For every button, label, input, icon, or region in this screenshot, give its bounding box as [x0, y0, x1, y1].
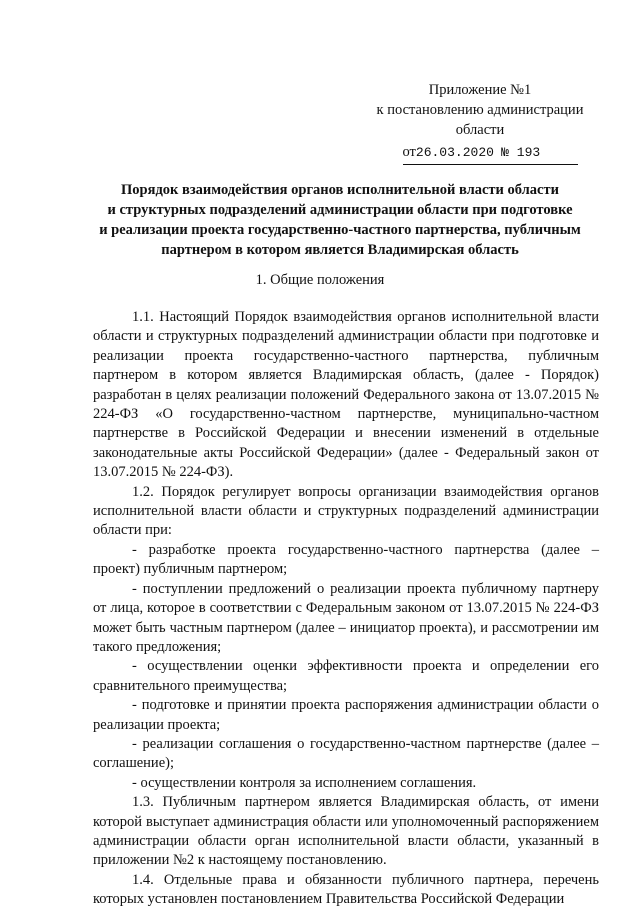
paragraph-1-4: 1.4. Отдельные права и обязанности публичного партнера, перечень которых установлен постановлением Правительства Российской Федерации: [93, 871, 599, 908]
annex-block: [360, 80, 600, 165]
annex-date: 26.03.2020: [415, 145, 494, 160]
paragraph-1-2: 1.2. Порядок регулирует вопросы организации взаимодействия органов исполнительной власти области и структурных подразделений администрации области при:: [93, 483, 599, 539]
title-line-3: и реализации проекта государственно-частного партнерства, публичным: [99, 222, 581, 238]
annex-date-number: [403, 142, 578, 165]
section-heading: 1. Общие положения: [255, 272, 385, 288]
list-item: - осуществлении оценки эффективности проекта и определении его сравнительного преимущества;: [93, 658, 599, 694]
list-item: - подготовке и принятии проекта распоряжения администрации области о реализации проекта;: [93, 697, 599, 733]
annex-reference-cont: области: [455, 122, 505, 138]
annex-from-prefix: от: [402, 144, 416, 160]
annex-title: Приложение №1: [428, 82, 532, 98]
list-item: - реализации соглашения о государственно-частном партнерстве (далее – соглашение);: [93, 735, 599, 772]
document-title: [90, 180, 590, 260]
annex-number: № 193: [501, 145, 541, 160]
title-line-1: Порядок взаимодействия органов исполнительной власти области: [121, 182, 559, 198]
list-item: - разработке проекта государственно-частного партнерства (далее – проект) публичным партнером;: [93, 541, 599, 578]
paragraph-1-3: 1.3. Публичным партнером является Владимирская область, от имени которой выступает администрация области или уполномоченный распоряжением администрации области орган исполнительной власти области, указанный в приложении №2 к настоящему постановлению.: [93, 794, 599, 869]
document-body: [93, 308, 599, 910]
list-item: - осуществлении контроля за исполнением соглашения.: [132, 774, 477, 791]
paragraph-1-1: 1.1. Настоящий Порядок взаимодействия органов исполнительной власти области и структурных подразделений администрации области при подготовке и реализации проекта государственно-частного партнерства, публичным партнером в котором является Владимирская область, (далее - Порядок) разработан в целях реализации положений Федерального закона от 13.07.2015 № 224-ФЗ «О государственно-частном партнерстве, муниципально-частном партнерстве в Российской Федерации и внесении изменений в отдельные законодательные акты Российской Федерации» (далее - Федеральный закон от 13.07.2015 № 224-ФЗ).: [93, 309, 599, 481]
title-line-4: партнером в котором является Владимирская область: [161, 242, 519, 258]
title-line-2: и структурных подразделений администрации области при подготовке: [107, 202, 573, 218]
list-item: - поступлении предложений о реализации проекта публичному партнеру от лица, которое в соответствии с Федеральным законом от 13.07.2015 № 224-ФЗ может быть частным партнером (далее – инициатор проекта), и рассмотрении им такого предложения;: [93, 580, 599, 655]
annex-reference: к постановлению администрации: [376, 102, 584, 118]
